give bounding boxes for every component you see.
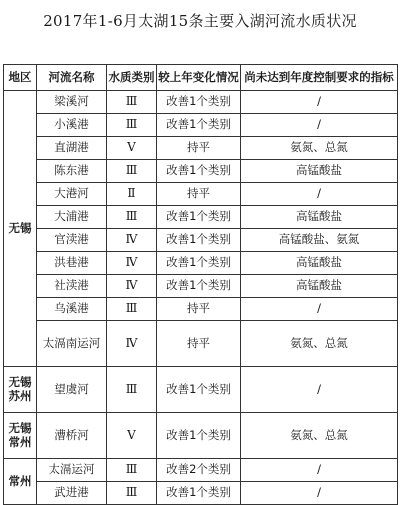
indicator-cell: 高锰酸盐 — [241, 252, 398, 275]
river-name-cell: 太滆运河 — [37, 459, 107, 482]
indicator-cell: / — [241, 482, 398, 505]
change-cell: 改善1个类别 — [157, 160, 241, 183]
indicator-cell: / — [241, 298, 398, 321]
grade-cell: Ⅲ — [107, 482, 157, 505]
table-row — [4, 137, 398, 160]
change-cell: 改善1个类别 — [157, 367, 241, 413]
change-cell: 持平 — [157, 183, 241, 206]
header-region: 地区 — [4, 65, 37, 91]
river-name-cell: 小溪港 — [37, 114, 107, 137]
change-cell: 改善1个类别 — [157, 91, 241, 114]
header-water-grade: 水质类别 — [107, 65, 157, 91]
river-name-cell: 社渎港 — [37, 275, 107, 298]
change-cell: 改善1个类别 — [157, 229, 241, 252]
indicator-cell: / — [241, 459, 398, 482]
table-row — [4, 275, 398, 298]
river-name-cell: 望虞河 — [37, 367, 107, 413]
change-cell: 改善1个类别 — [157, 275, 241, 298]
river-name-cell: 武进港 — [37, 482, 107, 505]
region-cell: 无锡常州 — [4, 413, 37, 459]
river-name-cell: 漕桥河 — [37, 413, 107, 459]
table-row — [4, 160, 398, 183]
change-cell: 改善2个类别 — [157, 459, 241, 482]
table-row — [4, 367, 398, 413]
table-row — [4, 321, 398, 367]
grade-cell: Ⅱ — [107, 183, 157, 206]
grade-cell: Ⅳ — [107, 275, 157, 298]
change-cell: 持平 — [157, 137, 241, 160]
change-cell: 持平 — [157, 321, 241, 367]
change-cell: 改善1个类别 — [157, 206, 241, 229]
indicator-cell: 高锰酸盐 — [241, 275, 398, 298]
grade-cell: Ⅲ — [107, 206, 157, 229]
river-name-cell — [37, 321, 107, 367]
grade-cell: Ⅳ — [107, 252, 157, 275]
table-row — [4, 229, 398, 252]
table-row — [4, 114, 398, 137]
grade-cell: Ⅳ — [107, 321, 157, 367]
grade-cell: Ⅲ — [107, 298, 157, 321]
river-name-cell: 梁溪河 — [37, 91, 107, 114]
table-row — [4, 413, 398, 459]
table-row — [4, 482, 398, 505]
indicator-cell: 氨氮、总氮 — [241, 413, 398, 459]
indicator-cell: / — [241, 183, 398, 206]
header-indicator: 尚未达到年度控制要求的指标 — [241, 65, 398, 91]
indicator-cell: / — [241, 91, 398, 114]
region-cell: 无锡 — [4, 91, 37, 367]
region-cell: 无锡苏州 — [4, 367, 37, 413]
grade-cell: Ⅳ — [107, 229, 157, 252]
indicator-cell: 氨氮、总氮 — [241, 321, 398, 367]
river-name-cell: 大浦港 — [37, 206, 107, 229]
region-cell: 常州 — [4, 459, 37, 505]
grade-cell: Ⅲ — [107, 91, 157, 114]
indicator-cell: / — [241, 367, 398, 413]
change-cell: 改善1个类别 — [157, 252, 241, 275]
change-cell: 改善1个类别 — [157, 482, 241, 505]
river-name-cell: 官渎港 — [37, 229, 107, 252]
water-quality-table — [3, 64, 398, 505]
table-row — [4, 459, 398, 482]
grade-cell: Ⅲ — [107, 114, 157, 137]
river-name-cell: 洪巷港 — [37, 252, 107, 275]
change-cell: 改善1个类别 — [157, 413, 241, 459]
grade-cell: Ⅴ — [107, 137, 157, 160]
table-row — [4, 252, 398, 275]
table-row — [4, 91, 398, 114]
header-river-name: 河流名称 — [37, 65, 107, 91]
header-row — [4, 65, 398, 91]
indicator-cell: 高锰酸盐、氨氮 — [241, 229, 398, 252]
header-change: 较上年变化情况 — [157, 65, 241, 91]
grade-cell: Ⅲ — [107, 367, 157, 413]
indicator-cell: 氨氮、总氮 — [241, 137, 398, 160]
table-row — [4, 206, 398, 229]
change-cell: 持平 — [157, 298, 241, 321]
grade-cell: Ⅲ — [107, 160, 157, 183]
table-row — [4, 183, 398, 206]
table-row — [4, 298, 398, 321]
grade-cell: Ⅴ — [107, 413, 157, 459]
page-title: 2017年1-6月太湖15条主要入湖河流水质状况 — [43, 12, 357, 30]
river-name-text: 太滆南运河 — [42, 335, 101, 350]
indicator-cell: 高锰酸盐 — [241, 160, 398, 183]
river-name-cell: 直湖港 — [37, 137, 107, 160]
indicator-cell: 高锰酸盐 — [241, 206, 398, 229]
indicator-cell: / — [241, 114, 398, 137]
grade-cell: Ⅲ — [107, 459, 157, 482]
river-name-cell: 陈东港 — [37, 160, 107, 183]
river-name-cell: 乌溪港 — [37, 298, 107, 321]
river-name-cell: 大港河 — [37, 183, 107, 206]
change-cell: 改善1个类别 — [157, 114, 241, 137]
